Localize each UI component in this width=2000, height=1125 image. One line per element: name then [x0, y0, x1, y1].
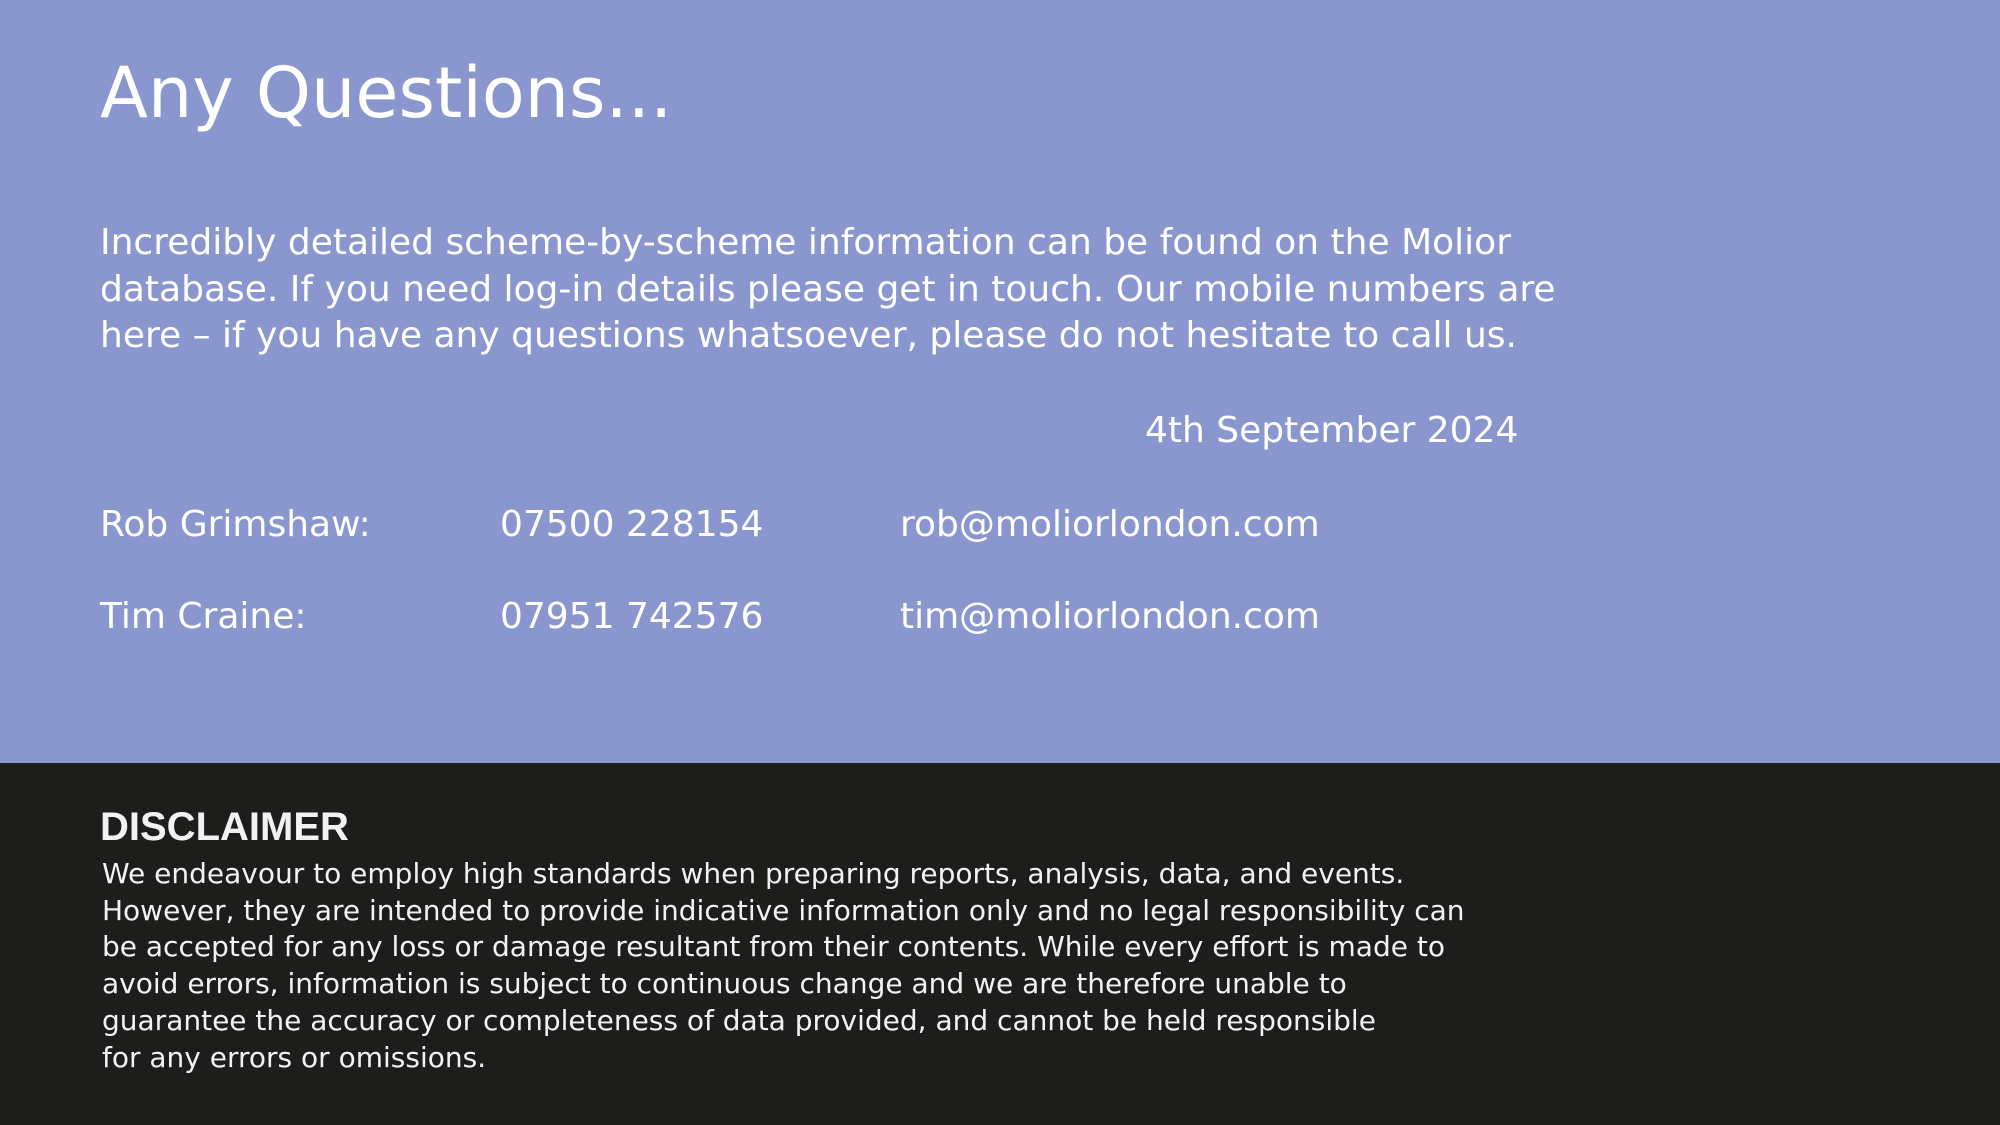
- date-label: 4th September 2024: [1145, 410, 1519, 451]
- disclaimer-line: for any errors or omissions.: [102, 1040, 487, 1074]
- disclaimer-line: be accepted for any loss or damage resultant from their contents. While every effort is made to: [102, 930, 1445, 964]
- disclaimer-line: avoid errors, information is subject to continuous change and we are therefore unable to: [102, 967, 1347, 1001]
- disclaimer-heading: DISCLAIMER: [100, 805, 349, 849]
- page-title: Any Questions...: [100, 52, 673, 134]
- contact-row-tim: [0, 592, 2000, 642]
- contact-row-rob: [0, 500, 2000, 550]
- contact-name: Rob Grimshaw:: [100, 504, 371, 545]
- contact-email: tim@moliorlondon.com: [900, 596, 1320, 637]
- contact-phone: 07500 228154: [500, 504, 764, 545]
- intro-line: database. If you need log-in details please get in touch. Our mobile numbers are: [100, 268, 1556, 310]
- disclaimer-line: We endeavour to employ high standards when preparing reports, analysis, data, and events.: [102, 857, 1405, 890]
- disclaimer-text: [102, 856, 1582, 1076]
- disclaimer-line: However, they are intended to provide indicative information only and no legal responsibility can: [102, 893, 1465, 927]
- contact-name: Tim Craine:: [100, 596, 307, 637]
- intro-line: here – if you have any questions whatsoever, please do not hesitate to call us.: [100, 315, 1517, 356]
- intro-line: Incredibly detailed scheme-by-scheme information can be found on the Molior: [100, 222, 1511, 263]
- contact-email: rob@moliorlondon.com: [900, 504, 1320, 545]
- disclaimer-line: guarantee the accuracy or completeness of data provided, and cannot be held responsible: [102, 1003, 1376, 1037]
- intro-paragraph: [100, 220, 1580, 360]
- contact-phone: 07951 742576: [500, 596, 764, 637]
